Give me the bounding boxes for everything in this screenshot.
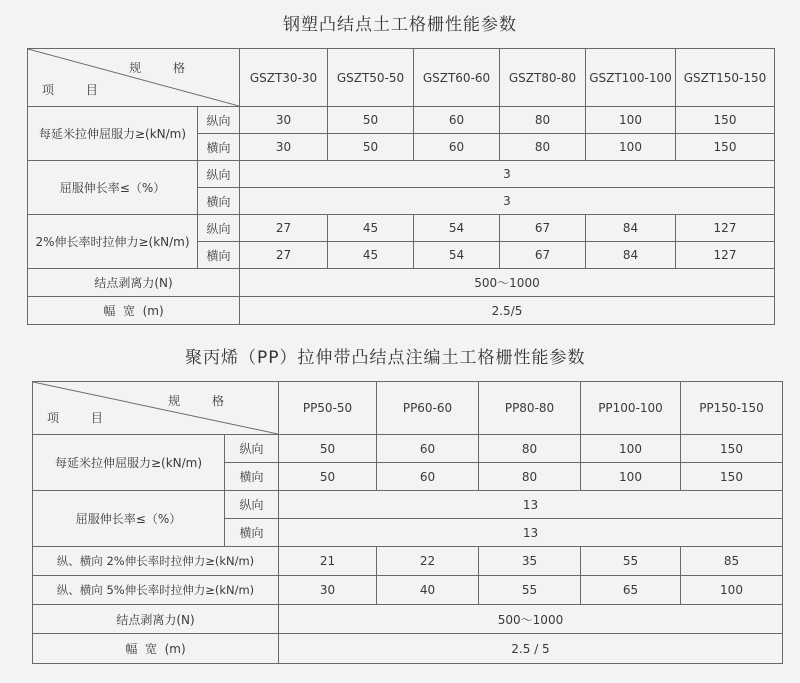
table1-title: 钢塑凸结点土工格栅性能参数 (283, 15, 517, 35)
row-label: 结点剥离力(N) (33, 605, 279, 634)
row-label: 纵、横向 5%伸长率时拉伸力≥(kN/m) (33, 576, 279, 605)
row-label: 2%伸长率时拉伸力≥(kN/m) (28, 215, 198, 269)
value-cell: 100 (581, 463, 681, 491)
value-cell: 50 (279, 463, 377, 491)
table-row (28, 269, 775, 297)
value-cell: 80 (479, 463, 581, 491)
column-header: PP50-50 (279, 382, 377, 435)
value-cell: 27 (240, 242, 328, 269)
value-cell: 45 (328, 242, 414, 269)
direction-label: 纵向 (225, 491, 279, 519)
table-row (33, 605, 783, 634)
table-row (33, 576, 783, 605)
column-header: PP100-100 (581, 382, 681, 435)
value-cell: 127 (676, 242, 775, 269)
table-row (33, 491, 783, 519)
table-row (33, 547, 783, 576)
value-cell: 60 (377, 463, 479, 491)
direction-label: 横向 (225, 463, 279, 491)
value-cell: 50 (279, 435, 377, 463)
value-cell: 21 (279, 547, 377, 576)
header-diagonal-cell (33, 382, 279, 435)
row-label: 结点剥离力(N) (28, 269, 240, 297)
value-cell: 84 (586, 215, 676, 242)
value-cell: 150 (681, 463, 783, 491)
header-item-label: 项 目 (47, 411, 117, 425)
value-cell: 500～1000 (279, 605, 783, 634)
value-cell: 85 (681, 547, 783, 576)
row-label: 屈服伸长率≤（%） (33, 491, 225, 547)
column-header: GSZT50-50 (328, 49, 414, 107)
value-cell: 27 (240, 215, 328, 242)
value-cell: 80 (500, 107, 586, 134)
value-cell: 80 (500, 134, 586, 161)
column-header: PP60-60 (377, 382, 479, 435)
value-cell: 150 (681, 435, 783, 463)
row-label: 纵、横向 2%伸长率时拉伸力≥(kN/m) (33, 547, 279, 576)
value-cell: 500～1000 (240, 269, 775, 297)
value-cell: 100 (581, 435, 681, 463)
value-cell: 2.5 / 5 (279, 634, 783, 664)
table2-title: 聚丙烯（PP）拉伸带凸结点注编土工格栅性能参数 (185, 348, 586, 368)
value-cell: 35 (479, 547, 581, 576)
value-cell: 100 (681, 576, 783, 605)
column-header: GSZT150-150 (676, 49, 775, 107)
value-cell: 150 (676, 134, 775, 161)
header-diagonal-cell (28, 49, 240, 107)
value-cell: 67 (500, 215, 586, 242)
value-cell: 60 (414, 134, 500, 161)
value-cell: 40 (377, 576, 479, 605)
value-cell: 13 (279, 491, 783, 519)
value-cell: 150 (676, 107, 775, 134)
table-header-row (28, 49, 775, 107)
table-row (33, 435, 783, 463)
direction-label: 横向 (198, 134, 240, 161)
direction-label: 纵向 (225, 435, 279, 463)
direction-label: 横向 (198, 188, 240, 215)
direction-label: 横向 (198, 242, 240, 269)
column-header: PP150-150 (681, 382, 783, 435)
table-row (28, 297, 775, 325)
row-label: 幅 宽 (m) (33, 634, 279, 664)
pp-parameter-table (32, 381, 783, 664)
value-cell: 30 (240, 107, 328, 134)
value-cell: 13 (279, 519, 783, 547)
value-cell: 65 (581, 576, 681, 605)
value-cell: 45 (328, 215, 414, 242)
row-label: 每延米拉伸屈服力≥(kN/m) (33, 435, 225, 491)
value-cell: 2.5/5 (240, 297, 775, 325)
direction-label: 纵向 (198, 107, 240, 134)
value-cell: 127 (676, 215, 775, 242)
table-header-row (33, 382, 783, 435)
value-cell: 55 (581, 547, 681, 576)
row-label: 幅 宽 (m) (28, 297, 240, 325)
value-cell: 67 (500, 242, 586, 269)
table-row (28, 161, 775, 188)
value-cell: 50 (328, 107, 414, 134)
header-spec-label: 规 格 (129, 61, 199, 75)
direction-label: 纵向 (198, 215, 240, 242)
value-cell: 100 (586, 134, 676, 161)
table-row (28, 215, 775, 242)
value-cell: 60 (377, 435, 479, 463)
value-cell: 54 (414, 215, 500, 242)
value-cell: 84 (586, 242, 676, 269)
value-cell: 3 (240, 188, 775, 215)
value-cell: 30 (240, 134, 328, 161)
table-row (33, 634, 783, 664)
value-cell: 100 (586, 107, 676, 134)
value-cell: 55 (479, 576, 581, 605)
value-cell: 22 (377, 547, 479, 576)
value-cell: 30 (279, 576, 377, 605)
header-spec-label: 规 格 (168, 394, 238, 408)
direction-label: 纵向 (198, 161, 240, 188)
row-label: 屈服伸长率≤（%） (28, 161, 198, 215)
column-header: GSZT100-100 (586, 49, 676, 107)
value-cell: 80 (479, 435, 581, 463)
row-label: 每延米拉伸屈服力≥(kN/m) (28, 107, 198, 161)
column-header: PP80-80 (479, 382, 581, 435)
value-cell: 60 (414, 107, 500, 134)
column-header: GSZT80-80 (500, 49, 586, 107)
direction-label: 横向 (225, 519, 279, 547)
value-cell: 54 (414, 242, 500, 269)
value-cell: 3 (240, 161, 775, 188)
header-item-label: 项 目 (42, 83, 112, 97)
table-row (28, 107, 775, 134)
gszt-parameter-table (27, 48, 775, 325)
column-header: GSZT30-30 (240, 49, 328, 107)
value-cell: 50 (328, 134, 414, 161)
column-header: GSZT60-60 (414, 49, 500, 107)
